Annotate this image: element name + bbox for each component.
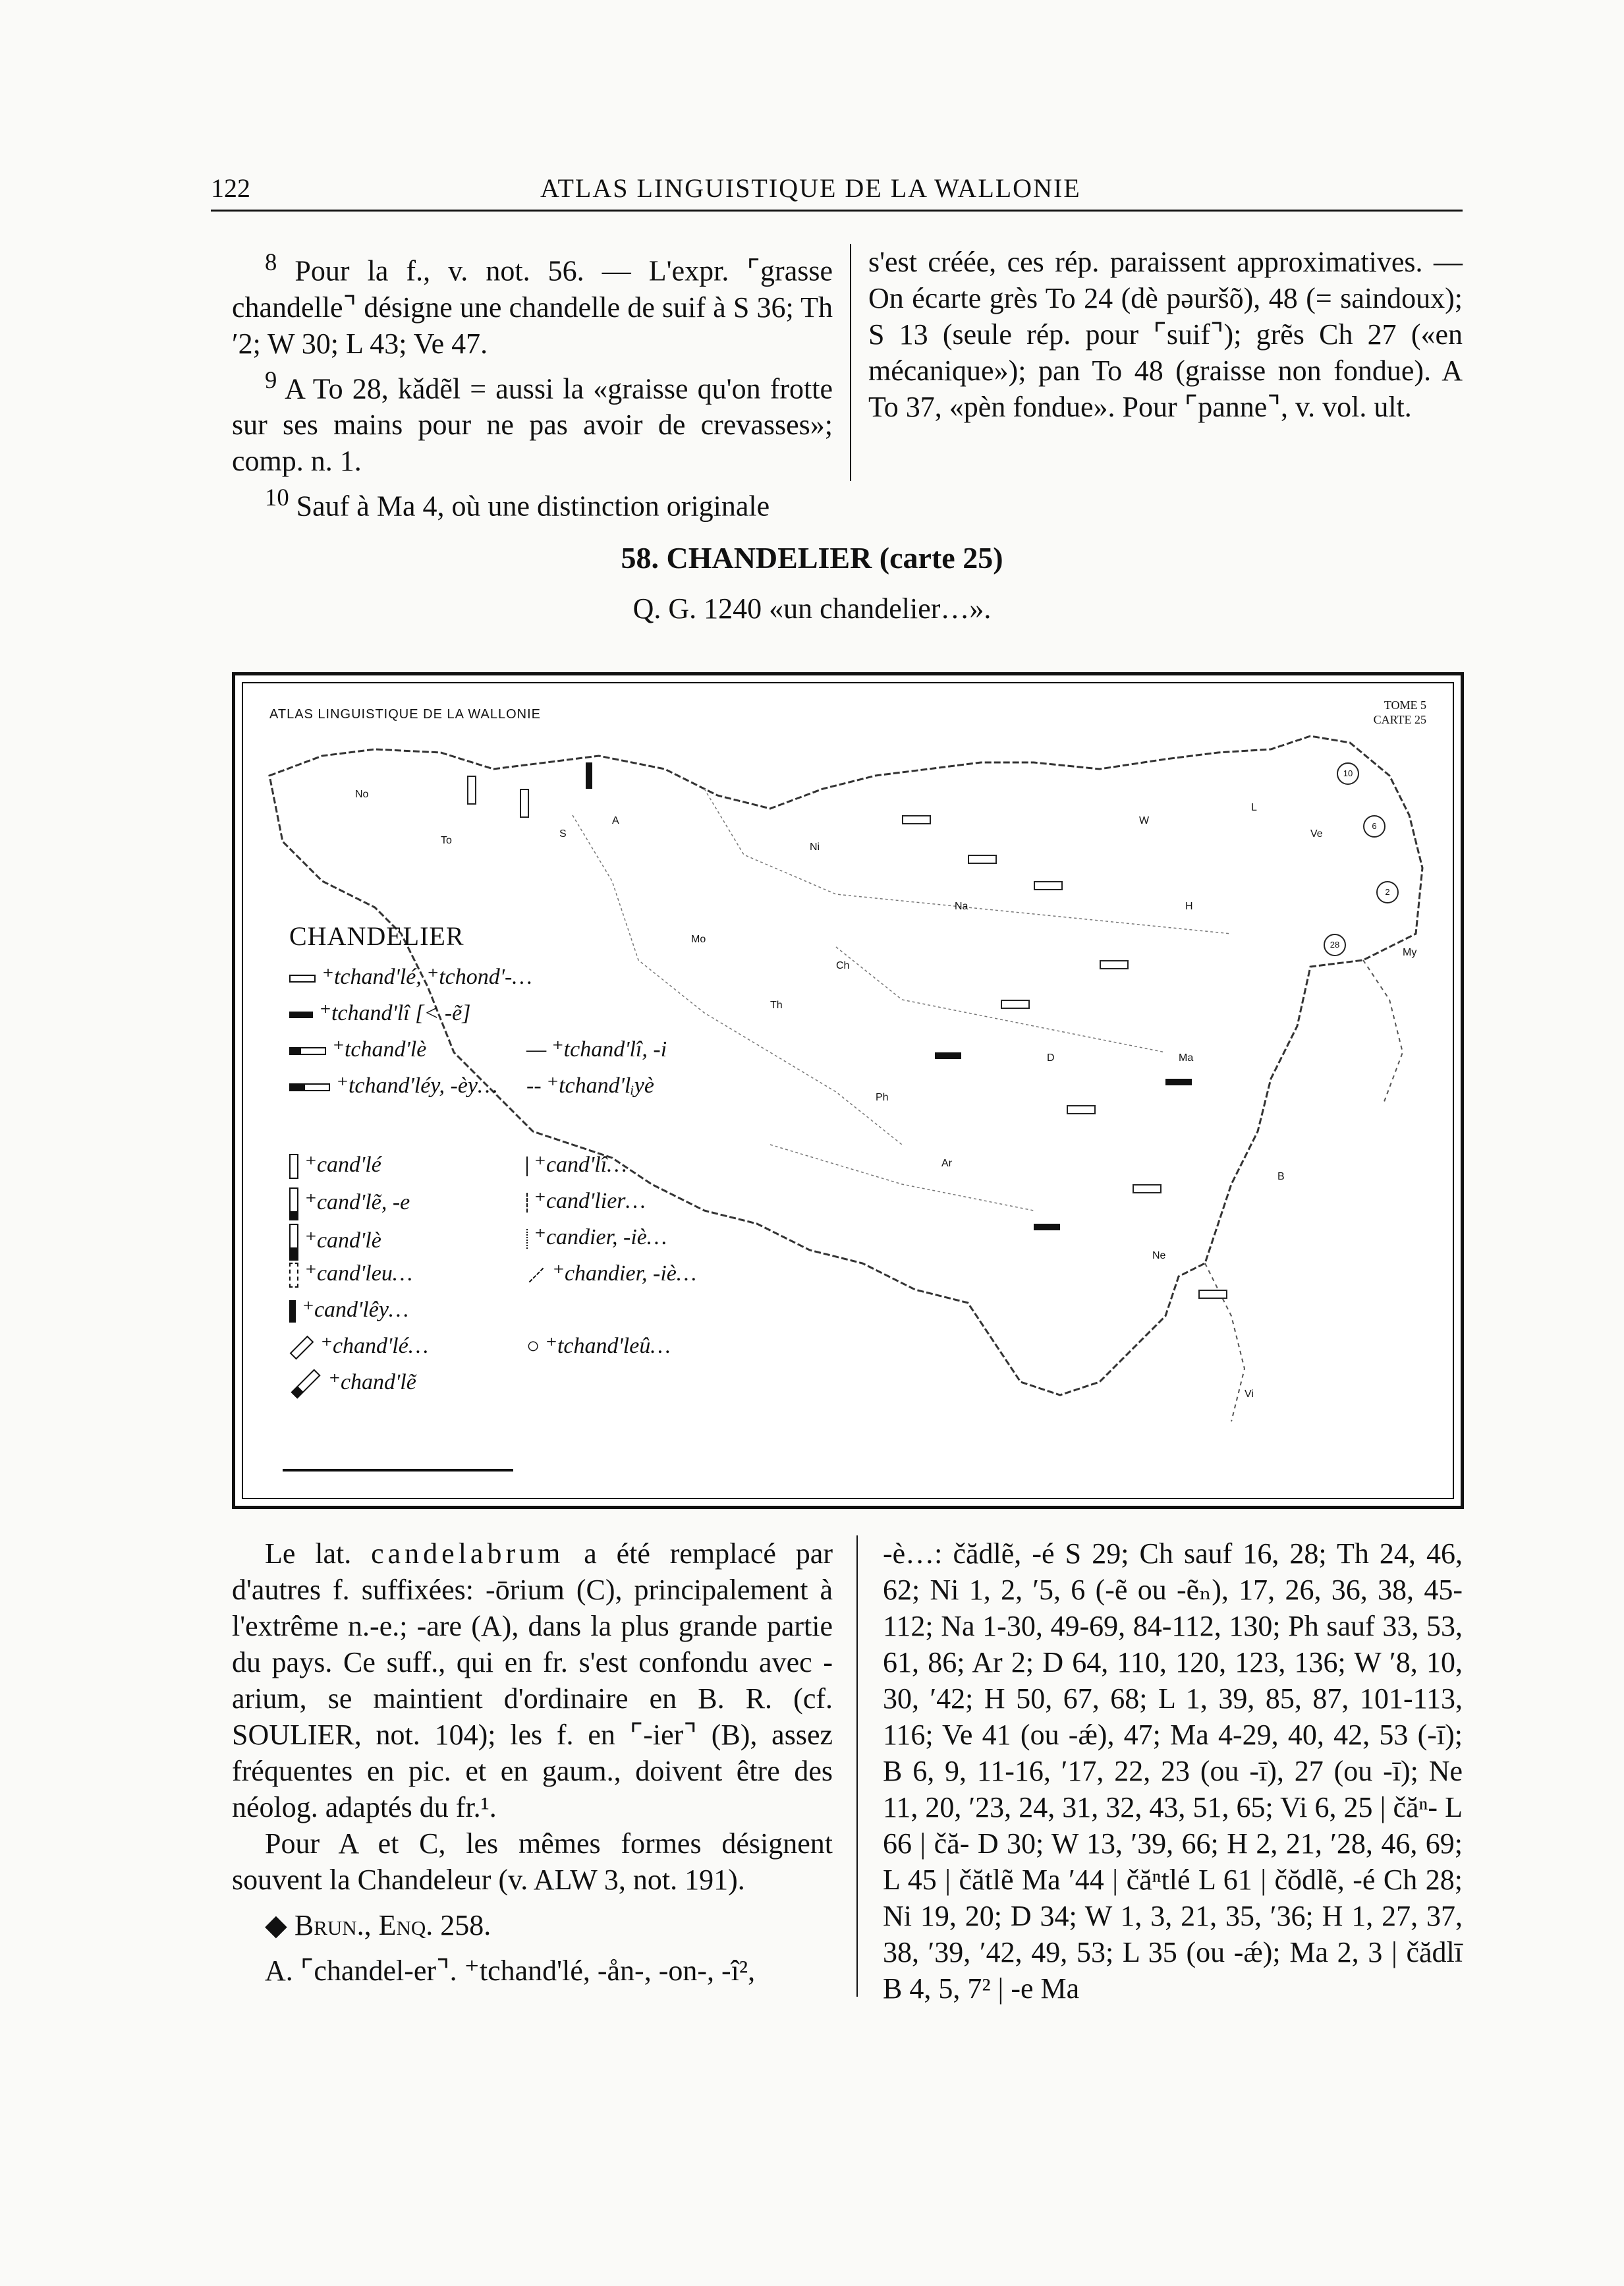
map-symbol (968, 855, 997, 864)
footnote-10: $^{10}$ Sauf à Ma 4, où une distinction originale (265, 484, 770, 523)
map-symbol (1198, 1290, 1227, 1299)
legend-entry: ○ ⁺tchand'leû… (526, 1334, 671, 1358)
legend-entry: ⁺chandier, -iè… (526, 1260, 696, 1286)
map-symbol (1034, 1224, 1060, 1230)
region-label: S (559, 828, 567, 840)
legend-entry: ⁺tchand'lè (289, 1036, 426, 1062)
map-scale-bar (283, 1469, 513, 1472)
region-label: Ma (1179, 1052, 1194, 1064)
map-symbol (1165, 1079, 1192, 1085)
section-title: 58. CHANDELIER (carte 25) (621, 541, 1003, 575)
map-circle-symbol: 28 (1324, 934, 1346, 956)
body-paragraph-2: Pour A et C, les mêmes formes désignent souvent la Chandeleur (v. ALW 3, not. 191). (232, 1827, 833, 1896)
legend-entry: ⁺chand'lẽ (289, 1369, 416, 1395)
map-symbol (586, 762, 592, 789)
region-label: Vi (1245, 1388, 1254, 1400)
region-label: B (1277, 1171, 1285, 1182)
body-paragraph-1: Le lat. candelabrum a été remplacé par d'autres f. suffixées: -ōrium (C), principalement à l'extrême n.-e.; -are (A), dans la plus grande partie du pays. Ce suff., qui en fr. s'est confondu avec -arium, se maintient d'ordinaire en B. R. (cf. SOULIER, not. 104); les f. en ⌜-ier⌝ (B), assez fréquentes en pic. et en gaum., doivent être des néolog. adaptés du fr.¹. (232, 1537, 833, 1823)
region-label: Na (955, 901, 968, 912)
legend-entry: ⁺cand'lêy… (289, 1296, 408, 1323)
map-symbol (1034, 881, 1063, 890)
region-label: No (355, 789, 369, 800)
region-label: L (1251, 802, 1257, 813)
map-symbol (902, 815, 931, 824)
section-question: Q. G. 1240 «un chandelier…». (632, 592, 992, 625)
legend-entry: ⁺tchand'léy, -èy… (289, 1072, 497, 1099)
map-symbol (467, 776, 476, 805)
region-label: Ch (836, 960, 850, 971)
region-label: Ve (1310, 828, 1323, 840)
body-left-column (232, 1535, 833, 1989)
region-label: H (1185, 901, 1193, 912)
running-title: ATLAS LINGUISTIQUE DE LA WALLONIE (540, 173, 1081, 203)
region-label: To (441, 835, 452, 846)
region-label: Ni (810, 842, 820, 853)
legend-entry: ⁺cand'lẽ, -e (289, 1187, 410, 1220)
map-symbol (1067, 1105, 1096, 1114)
region-label: D (1047, 1052, 1055, 1064)
map-tome-label: TOME 5 CARTE 25 (1373, 699, 1426, 726)
map-circle-symbol: 2 (1376, 881, 1399, 903)
page-number: 122 (211, 173, 250, 203)
map-symbol (935, 1052, 961, 1059)
legend-entry: ⁺tchand'lî [< -ẽ] (289, 1000, 470, 1026)
notes-column-divider (850, 244, 851, 481)
footnote-9: $^9$ A To 28, kǎdẽl = aussi la «graisse qu'on frotte sur ses mains pour ne pas avoir de crevasses»; comp. n. 1. (232, 366, 833, 478)
body-column-divider (856, 1535, 858, 1997)
footnotes-left (232, 244, 833, 525)
region-label: Ph (876, 1092, 889, 1103)
region-label: Th (770, 1000, 783, 1011)
linguistic-map (232, 672, 1464, 1509)
footnote-8: $^8$ Pour la f., v. not. 56. — L'expr. ⌜grasse chandelle⌝ désigne une chandelle de suif à S 36; Th ′2; W 30; L 43; Ve 47. (232, 248, 833, 360)
map-symbol (1001, 1000, 1030, 1009)
map-symbol (1100, 960, 1129, 969)
legend-entry: ⁺chand'lé… (289, 1332, 428, 1359)
map-header: ATLAS LINGUISTIQUE DE LA WALLONIE (269, 707, 541, 722)
map-circle-symbol: 6 (1363, 815, 1386, 838)
map-inner-frame (242, 682, 1454, 1499)
region-label: Ne (1152, 1250, 1166, 1261)
legend-entry: — ⁺tchand'lî, -i (526, 1037, 667, 1062)
body-paragraph-A: A. ⌜chandel-er⌝. ⁺tchand'lé, -ån-, -on-, -î², (265, 1955, 756, 1987)
legend-entry: ⁺cand'lier… (526, 1187, 646, 1214)
map-circle-symbol: 10 (1337, 762, 1359, 785)
body-right-column: -è…: čădlẽ, -é S 29; Ch sauf 16, 28; Th 24, 46, 62; Ni 1, 2, ′5, 6 (-ẽ ou -ẽₙ), 17, 26, 36, 38, 45-112; Na 1-30, 49-69, 84-112, 130; Ph sauf 33, 53, 61, 86; Ar 2; D 64, 110, 120, 123, 136; W ′8, 10, 30, ′42; H 50, 67, 68; L 1, 39, 85, 87, 101-113, 116; Ve 41 (ou -ǽ), 47; Ma 4-29, 40, 42, 53 (-ī); B 6, 9, 11-16, ′17, 22, 23 (ou -ī), 27 (ou -ī); Ne 11, 20, ′23, 24, 31, 32, 43, 51, 65; Vi 6, 25 | čăⁿ- L 66 | čă- D 30; W 13, ′39, 66; H 2, 21, ′28, 46, 69; L 45 | čătlẽ Ma ′44 | čăⁿtlé L 61 | čŏdlẽ, -é Ch 28; Ni 19, 20; D 34; W 1, 3, 21, 35, ′36; H 1, 27, 37, 38, ′39, ′42, 49, 53; L 35 (ou -ǽ); Ma 2, 3 | čădlī B 4, 5, 7² | -e Ma (883, 1537, 1463, 2005)
legend-entry: ⁺cand'lé (289, 1151, 381, 1179)
footnotes-right: s'est créée, ces rép. paraissent approximatives. — On écarte grès To 24 (dè pəuršõ), 48 (= saindoux); S 13 (seule rép. pour ⌜suif⌝); grẽs Ch 27 («en mécanique»); pan To 48 (graisse non fondue). A To 37, «pèn fondue». Pour ⌜panne⌝, v. vol. ult. (868, 246, 1463, 423)
legend-entry: ⁺cand'leu… (289, 1260, 412, 1288)
legend-entry: ⁺candier, -iè… (526, 1224, 667, 1250)
legend-title: CHANDELIER (289, 921, 464, 951)
legend-entry: ⁺tchand'lé, ⁺tchond'-… (289, 963, 532, 990)
map-symbol (1133, 1184, 1162, 1193)
legend-entry: -- ⁺tchand'lᵢyè (526, 1073, 654, 1098)
region-label: W (1139, 815, 1150, 826)
region-label: Ar (941, 1158, 952, 1169)
map-symbol (520, 789, 529, 818)
region-label: My (1403, 947, 1417, 958)
header-rule (211, 210, 1463, 212)
region-label: A (612, 815, 619, 826)
legend-entry: ⁺cand'lî… (526, 1151, 627, 1178)
region-label: Mo (691, 934, 706, 945)
legend-entry: ⁺cand'lè (289, 1224, 381, 1261)
body-reference: ◆ Brun., Enq. 258. (265, 1909, 491, 1941)
